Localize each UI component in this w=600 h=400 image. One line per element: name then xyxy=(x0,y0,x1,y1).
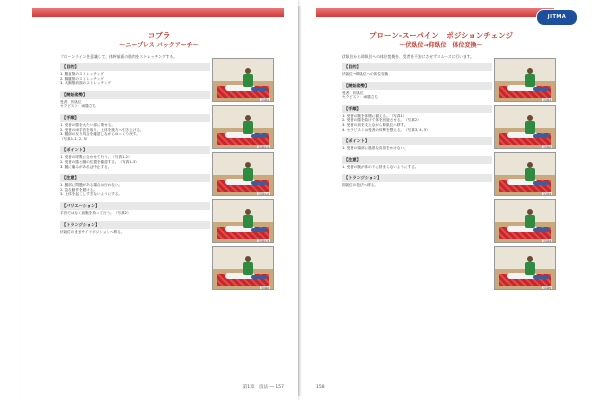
section-line: 伏臥位→仰臥位への体位変換 xyxy=(342,72,389,76)
therapist-shape xyxy=(525,74,535,87)
intro-text: プローンラインを意識して、体幹前面の筋肉をストレッチングする。 xyxy=(60,54,178,59)
therapist-shape xyxy=(243,215,253,228)
photo xyxy=(494,58,556,102)
therapist-shape xyxy=(243,121,253,134)
page-title: コブラ xyxy=(147,31,171,40)
right-page xyxy=(302,0,580,400)
photo-caption: 写真5 xyxy=(543,286,551,290)
photo-column xyxy=(494,58,556,293)
section-line: 手首ではなく前腕を持って行う。（写真2） xyxy=(60,210,131,215)
header-bar xyxy=(32,8,284,17)
section-start-position xyxy=(342,82,492,100)
section-line: 2. 腸腰筋のストレッチング xyxy=(60,76,104,81)
therapist-head-shape xyxy=(527,209,533,215)
section-transition xyxy=(342,174,492,188)
section-points xyxy=(342,137,492,151)
therapist-shape xyxy=(243,168,253,181)
intro-text: 伏臥位から仰臥位への体位変換を、受者を不安にさせずスムーズに行います。 xyxy=(342,54,475,59)
therapist-shape xyxy=(243,262,253,275)
section-line: 受者：伏臥位 xyxy=(60,99,82,104)
photo-caption: 写真1 xyxy=(543,98,551,102)
receiver-legs-shape xyxy=(533,87,549,91)
page-subtitle: 〜伏臥位→仰臥位 体位変換〜 xyxy=(399,42,483,49)
section-line: セラピスト：両膝立ち xyxy=(60,104,96,109)
section-heading: 【手順】 xyxy=(60,114,210,122)
section-line: 伏臥位のままサイドポジションへ移る。 xyxy=(60,229,125,234)
photo-caption: 写真2 xyxy=(261,286,269,290)
photo-caption: 写真1-2 xyxy=(258,192,269,196)
receiver-legs-shape xyxy=(533,181,549,185)
section-line: 1. 腰部に問題がある場合は行わない。 xyxy=(60,183,123,188)
section-points xyxy=(60,146,210,169)
section-line: 1. 受者の頭部に過度な負担をかけない。 xyxy=(342,146,408,151)
photo xyxy=(494,199,556,243)
section-line: 仰臥位の技法へ移る。 xyxy=(342,183,378,188)
photo xyxy=(212,246,274,290)
receiver-legs-shape xyxy=(533,228,549,232)
section-heading: 【トランジション】 xyxy=(60,221,210,229)
section-line: 1. 受者の膝を大たい部に乗せる。 xyxy=(60,122,115,127)
photo xyxy=(212,152,274,196)
photo xyxy=(212,105,274,149)
therapist-head-shape xyxy=(245,68,251,74)
section-line: 3. 腰部の反り具合を確認しながらゆっくり戻す。 xyxy=(60,132,140,137)
section-line: 2. 受者の膝を曲げて体を回旋させる。（写真2） xyxy=(342,118,421,123)
therapist-head-shape xyxy=(527,256,533,262)
section-line: （写真1-1, 2, 3） xyxy=(60,136,90,141)
page-footer: 第1章 技法 ― 157 xyxy=(242,385,284,390)
section-line: 1. 腹直筋のストレッチング xyxy=(60,72,104,76)
section-caution xyxy=(342,156,492,170)
photo xyxy=(212,199,274,243)
section-purpose xyxy=(342,63,492,77)
therapist-head-shape xyxy=(245,115,251,121)
section-line: 3. 受者の肩を支えながら仰臥位へ移す。 xyxy=(342,122,408,127)
section-line: 2. 受者の両手首を取り、上体を後方へ引き上げる。 xyxy=(60,127,144,132)
section-line: 受者：伏臥位 xyxy=(342,90,364,95)
receiver-legs-shape xyxy=(251,228,267,232)
photo xyxy=(494,246,556,290)
page-subtitle: 〜ニープレス バックアーチ〜 xyxy=(119,42,199,49)
section-heading: 【注意】 xyxy=(342,156,492,164)
photo-column xyxy=(212,58,274,293)
therapist-shape xyxy=(525,262,535,275)
section-line: 3. 腰に痛みがあれば中止する。 xyxy=(60,164,112,169)
section-start-position xyxy=(60,91,210,109)
section-heading: 【開始姿勢】 xyxy=(342,82,492,90)
section-heading: 【手順】 xyxy=(342,105,492,113)
section-line: 3. 大胸筋前面のストレッチング xyxy=(60,81,112,86)
header-bar xyxy=(316,8,554,17)
section-line: セラピスト：両膝立ち xyxy=(342,95,378,100)
section-heading: 【注意】 xyxy=(60,174,210,182)
therapist-head-shape xyxy=(245,162,251,168)
photo-caption: 写真1-1 xyxy=(258,145,269,149)
section-heading: 【バリエーション】 xyxy=(60,202,210,210)
receiver-legs-shape xyxy=(533,134,549,138)
receiver-legs-shape xyxy=(533,275,549,279)
section-caution xyxy=(60,174,210,197)
section-variation xyxy=(60,202,210,216)
section-heading: 【ポイント】 xyxy=(60,146,210,154)
section-line: 1. 受者の呼吸に合わせて行う。（写真1-2） xyxy=(60,155,132,160)
text-column xyxy=(342,54,492,193)
therapist-shape xyxy=(525,215,535,228)
section-line: 3. 上体を起こしすぎないようにする。 xyxy=(60,192,123,197)
section-heading: 【開始姿勢】 xyxy=(60,91,210,99)
section-line: 4. セラピストは受者の体勢を整える。（写真3, 4, 5） xyxy=(342,127,430,132)
receiver-legs-shape xyxy=(251,181,267,185)
receiver-legs-shape xyxy=(251,275,267,279)
section-line: 1. 受者の腕を体側に揃える。（写真1） xyxy=(342,113,407,118)
section-line: 2. 急な動作を避ける。 xyxy=(60,187,97,192)
section-heading: 【ポイント】 xyxy=(342,137,492,145)
therapist-shape xyxy=(525,168,535,181)
section-procedure xyxy=(342,105,492,132)
section-transition xyxy=(60,221,210,235)
text-column xyxy=(60,54,210,239)
therapist-head-shape xyxy=(527,115,533,121)
photo-caption: 写真2 xyxy=(543,145,551,149)
photo xyxy=(212,58,274,102)
section-heading: 【目的】 xyxy=(60,63,210,71)
therapist-head-shape xyxy=(245,256,251,262)
therapist-head-shape xyxy=(527,68,533,74)
therapist-shape xyxy=(525,121,535,134)
photo-caption: 写真3 xyxy=(543,192,551,196)
photo-caption: 写真4 xyxy=(543,239,551,243)
jitma-logo: JITMA xyxy=(536,9,578,26)
page-footer: 158 xyxy=(316,385,325,390)
left-page xyxy=(20,0,298,400)
photo xyxy=(494,152,556,196)
photo-caption: 写真1 xyxy=(261,98,269,102)
therapist-shape xyxy=(243,74,253,87)
section-purpose xyxy=(60,63,210,86)
page-title: プローン-スーパイン ポジションチェンジ xyxy=(369,31,513,40)
section-line: 1. 受者の腕が体の下に挟まらないようにする。 xyxy=(342,164,419,169)
photo-caption: 写真1-3 xyxy=(258,239,269,243)
section-heading: 【目的】 xyxy=(342,63,492,71)
therapist-head-shape xyxy=(527,162,533,168)
section-heading: 【トランジション】 xyxy=(342,174,492,182)
therapist-head-shape xyxy=(245,209,251,215)
section-procedure xyxy=(60,114,210,141)
section-line: 2. 受者の膝と腰の位置を確認する。（写真1-3） xyxy=(60,159,139,164)
receiver-legs-shape xyxy=(251,87,267,91)
receiver-legs-shape xyxy=(251,134,267,138)
photo xyxy=(494,105,556,149)
